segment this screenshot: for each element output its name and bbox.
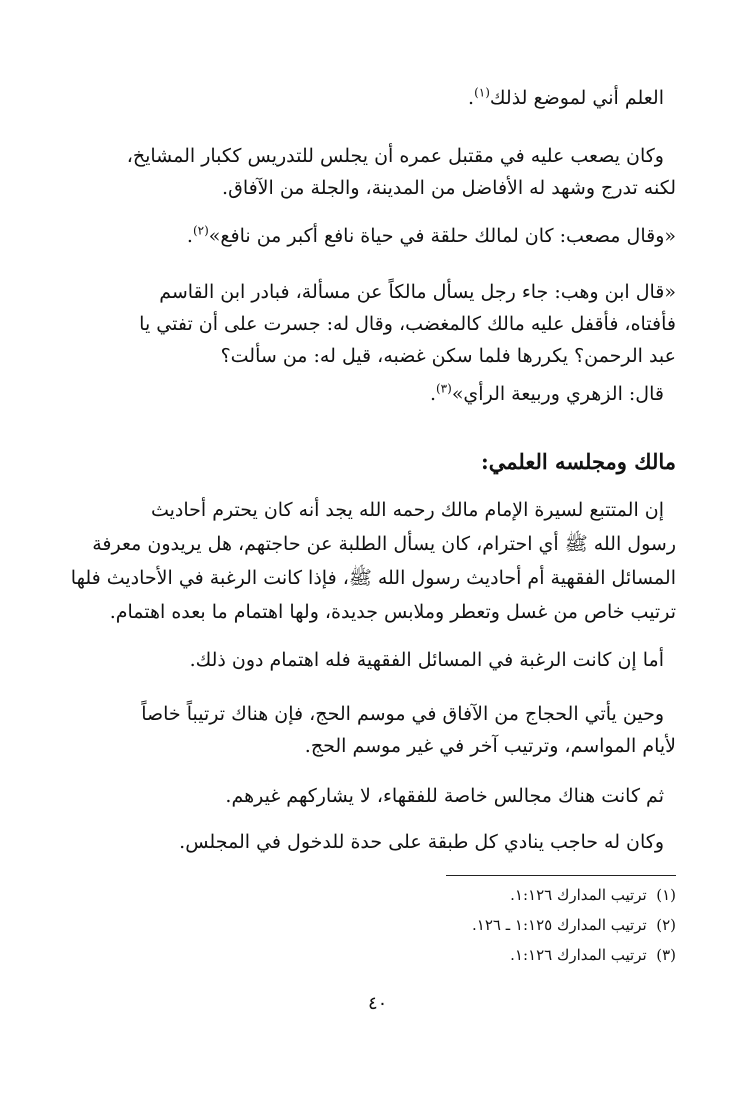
footnote-text: ترتيب المدارك ١:١٢٥ ـ ١٢٦. [472,916,647,934]
line-period: . [186,225,193,247]
footnote-2 [472,914,676,936]
footnote-ref-3: (٣) [435,381,452,396]
footnote-number: (١) [656,886,676,904]
text-line-2: وكان يصعب عليه في مقتبل عمره أن يجلس للتدريس ككبار المشايخ، [126,145,664,167]
footnote-3 [510,944,676,966]
line-text: قال: الزهري وربيعة الرأي» [451,383,664,405]
text-line-16: ثم كانت هناك مجالس خاصة للفقهاء، لا يشاركهم غيرهم. [225,785,664,807]
footnote-text: ترتيب المدارك ١:١٢٦. [510,946,647,964]
footnote-text: ترتيب المدارك ١:١٢٦. [510,886,647,904]
line-period: . [468,87,475,109]
section-heading: مالك ومجلسه العلمي: [481,449,676,474]
text-line-15: لأيام المواسم، وترتيب آخر في غير موسم الحج. [304,735,676,757]
text-line-9: إن المتتبع لسيرة الإمام مالك رحمه الله يجد أنه كان يحترم أحاديث [150,499,664,521]
page-number: ٤٠ [368,993,388,1014]
text-line-4 [187,222,676,250]
footnote-1 [510,884,676,906]
footnote-number: (٢) [656,916,676,934]
text-line-14: وحين يأتي الحجاج من الآفاق في موسم الحج، فإن هناك ترتيباً خاصاً [141,703,664,725]
text-line-7: عبد الرحمن؟ يكررها فلما سكن غضبه، قيل له: من سألت؟ [220,345,676,367]
text-line-6: فأفتاه، فأقفل عليه مالك كالمغضب، وقال له: جسرت على أن تفتي يا [139,313,676,335]
text-line-10: رسول الله ﷺ أي احترام، كان يسأل الطلبة عن حاجتهم، هل يريدون معرفة [92,533,676,555]
text-line-8 [430,380,664,408]
line-text: العلم أني لموضع لذلك [489,87,664,109]
text-line-17: وكان له حاجب ينادي كل طبقة على حدة للدخول في المجلس. [179,831,664,853]
text-line-11: المسائل الفقهية أم أحاديث رسول الله ﷺ، فإذا كانت الرغبة في الأحاديث فلها [70,567,676,589]
text-line-1 [468,84,664,112]
footnote-number: (٣) [656,946,676,964]
text-line-12: ترتيب خاص من غسل وتعطر وملابس جديدة، ولها اهتمام ما بعده اهتمام. [109,601,676,623]
text-line-13: أما إن كانت الرغبة في المسائل الفقهية فله اهتمام دون ذلك. [189,649,664,671]
text-line-5: «قال ابن وهب: جاء رجل يسأل مالكاً عن مسألة، فبادر ابن القاسم [159,281,676,303]
footnote-ref-1: (١) [474,85,490,100]
line-period: . [429,383,436,405]
text-line-3: لكنه تدرج وشهد له الأفاضل من المدينة، والجلة من الآفاق. [222,177,676,199]
footnote-ref-2: (٢) [192,223,209,238]
footnote-separator [446,875,676,876]
line-text: «وقال مصعب: كان لمالك حلقة في حياة نافع أكبر من نافع» [208,225,676,247]
